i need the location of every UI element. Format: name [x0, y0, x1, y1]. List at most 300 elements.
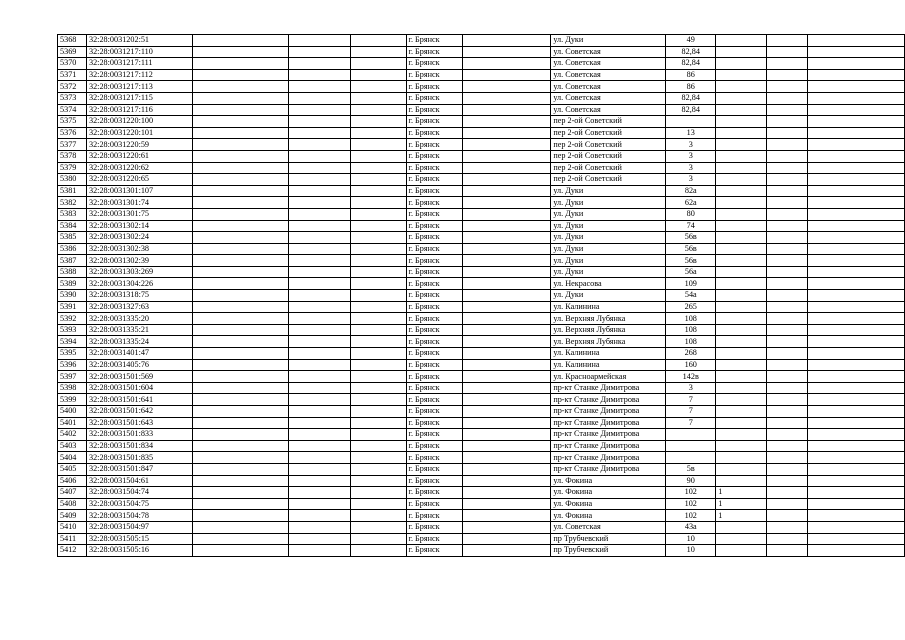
cadastral-number-cell: 32:28:0031504:97	[86, 521, 192, 533]
empty-cell	[192, 220, 288, 232]
building-cell	[716, 150, 767, 162]
house-number-cell: 3	[666, 382, 716, 394]
cadastral-number-cell: 32:28:0031504:61	[86, 475, 192, 487]
cadastral-number-cell: 32:28:0031302:24	[86, 232, 192, 244]
empty-cell	[767, 510, 808, 522]
empty-cell	[288, 429, 350, 441]
street-cell: пер 2-ой Советский	[551, 127, 666, 139]
building-cell	[716, 475, 767, 487]
house-number-cell: 142в	[666, 371, 716, 383]
empty-cell	[192, 150, 288, 162]
cadastral-number-cell: 32:28:0031217:115	[86, 92, 192, 104]
cadastral-number-cell: 32:28:0031335:20	[86, 313, 192, 325]
empty-cell	[808, 81, 905, 93]
empty-cell	[463, 382, 551, 394]
empty-cell	[192, 510, 288, 522]
building-cell	[716, 521, 767, 533]
empty-cell	[808, 46, 905, 58]
house-number-cell: 108	[666, 313, 716, 325]
empty-cell	[350, 463, 406, 475]
street-cell: пр Трубчевский	[551, 545, 666, 557]
house-number-cell: 3	[666, 150, 716, 162]
empty-cell	[808, 255, 905, 267]
empty-cell	[767, 290, 808, 302]
row-number-cell: 5399	[58, 394, 87, 406]
row-number-cell: 5385	[58, 232, 87, 244]
street-cell: ул. Советская	[551, 521, 666, 533]
city-cell: г. Брянск	[406, 545, 463, 557]
table-row	[58, 232, 905, 244]
empty-cell	[808, 452, 905, 464]
row-number-cell: 5368	[58, 35, 87, 47]
cadastral-number-cell: 32:28:0031505:16	[86, 545, 192, 557]
empty-cell	[288, 498, 350, 510]
empty-cell	[192, 417, 288, 429]
table-row	[58, 116, 905, 128]
empty-cell	[350, 139, 406, 151]
empty-cell	[463, 139, 551, 151]
empty-cell	[192, 197, 288, 209]
cadastral-number-cell: 32:28:0031217:112	[86, 69, 192, 81]
empty-cell	[288, 371, 350, 383]
city-cell: г. Брянск	[406, 336, 463, 348]
empty-cell	[288, 417, 350, 429]
house-number-cell: 109	[666, 278, 716, 290]
table-row	[58, 394, 905, 406]
row-number-cell: 5408	[58, 498, 87, 510]
city-cell: г. Брянск	[406, 35, 463, 47]
empty-cell	[463, 498, 551, 510]
empty-cell	[192, 35, 288, 47]
empty-cell	[767, 336, 808, 348]
cadastral-number-cell: 32:28:0031327:63	[86, 301, 192, 313]
cadastral-number-cell: 32:28:0031302:14	[86, 220, 192, 232]
empty-cell	[463, 406, 551, 418]
cadastral-number-cell: 32:28:0031220:62	[86, 162, 192, 174]
empty-cell	[767, 440, 808, 452]
empty-cell	[767, 69, 808, 81]
table-row	[58, 58, 905, 70]
empty-cell	[288, 533, 350, 545]
city-cell: г. Брянск	[406, 220, 463, 232]
row-number-cell: 5393	[58, 324, 87, 336]
empty-cell	[463, 440, 551, 452]
street-cell: ул. Советская	[551, 58, 666, 70]
empty-cell	[192, 429, 288, 441]
house-number-cell: 56в	[666, 255, 716, 267]
empty-cell	[767, 475, 808, 487]
city-cell: г. Брянск	[406, 533, 463, 545]
house-number-cell: 80	[666, 208, 716, 220]
city-cell: г. Брянск	[406, 208, 463, 220]
empty-cell	[192, 498, 288, 510]
city-cell: г. Брянск	[406, 46, 463, 58]
empty-cell	[288, 255, 350, 267]
empty-cell	[288, 127, 350, 139]
empty-cell	[463, 35, 551, 47]
empty-cell	[808, 521, 905, 533]
empty-cell	[463, 92, 551, 104]
empty-cell	[288, 324, 350, 336]
empty-cell	[350, 208, 406, 220]
empty-cell	[767, 162, 808, 174]
empty-cell	[350, 197, 406, 209]
cadastral-number-cell: 32:28:0031318:75	[86, 290, 192, 302]
city-cell: г. Брянск	[406, 301, 463, 313]
empty-cell	[288, 348, 350, 360]
street-cell: ул. Дуки	[551, 255, 666, 267]
city-cell: г. Брянск	[406, 498, 463, 510]
empty-cell	[288, 382, 350, 394]
empty-cell	[463, 266, 551, 278]
empty-cell	[808, 232, 905, 244]
cadastral-number-cell: 32:28:0031501:835	[86, 452, 192, 464]
house-number-cell	[666, 116, 716, 128]
empty-cell	[350, 498, 406, 510]
row-number-cell: 5383	[58, 208, 87, 220]
row-number-cell: 5377	[58, 139, 87, 151]
empty-cell	[192, 58, 288, 70]
empty-cell	[808, 127, 905, 139]
empty-cell	[463, 301, 551, 313]
building-cell	[716, 185, 767, 197]
building-cell	[716, 290, 767, 302]
city-cell: г. Брянск	[406, 313, 463, 325]
city-cell: г. Брянск	[406, 116, 463, 128]
street-cell: ул. Фокина	[551, 475, 666, 487]
row-number-cell: 5403	[58, 440, 87, 452]
cadastral-number-cell: 32:28:0031335:24	[86, 336, 192, 348]
empty-cell	[192, 382, 288, 394]
city-cell: г. Брянск	[406, 58, 463, 70]
cadastral-number-cell: 32:28:0031504:75	[86, 498, 192, 510]
row-number-cell: 5400	[58, 406, 87, 418]
empty-cell	[350, 243, 406, 255]
empty-cell	[463, 58, 551, 70]
row-number-cell: 5405	[58, 463, 87, 475]
city-cell: г. Брянск	[406, 521, 463, 533]
empty-cell	[463, 278, 551, 290]
empty-cell	[350, 290, 406, 302]
cadastral-number-cell: 32:28:0031301:74	[86, 197, 192, 209]
empty-cell	[350, 35, 406, 47]
table-row	[58, 452, 905, 464]
row-number-cell: 5402	[58, 429, 87, 441]
empty-cell	[350, 394, 406, 406]
cadastral-number-cell: 32:28:0031504:78	[86, 510, 192, 522]
empty-cell	[463, 185, 551, 197]
table-row	[58, 359, 905, 371]
table-row	[58, 290, 905, 302]
empty-cell	[350, 521, 406, 533]
empty-cell	[192, 278, 288, 290]
street-cell: ул. Советская	[551, 104, 666, 116]
house-number-cell: 10	[666, 545, 716, 557]
city-cell: г. Брянск	[406, 417, 463, 429]
empty-cell	[288, 336, 350, 348]
building-cell: 1	[716, 498, 767, 510]
empty-cell	[350, 545, 406, 557]
table-row	[58, 463, 905, 475]
empty-cell	[350, 510, 406, 522]
row-number-cell: 5380	[58, 174, 87, 186]
city-cell: г. Брянск	[406, 452, 463, 464]
empty-cell	[288, 116, 350, 128]
table-row	[58, 92, 905, 104]
empty-cell	[288, 463, 350, 475]
street-cell: ул. Советская	[551, 69, 666, 81]
street-cell: ул. Дуки	[551, 35, 666, 47]
empty-cell	[767, 301, 808, 313]
empty-cell	[463, 510, 551, 522]
street-cell: ул. Дуки	[551, 197, 666, 209]
city-cell: г. Брянск	[406, 371, 463, 383]
empty-cell	[767, 92, 808, 104]
row-number-cell: 5382	[58, 197, 87, 209]
building-cell	[716, 266, 767, 278]
empty-cell	[192, 185, 288, 197]
empty-cell	[288, 139, 350, 151]
table-row	[58, 301, 905, 313]
building-cell	[716, 104, 767, 116]
empty-cell	[463, 232, 551, 244]
empty-cell	[767, 127, 808, 139]
building-cell: 1	[716, 487, 767, 499]
house-number-cell: 102	[666, 498, 716, 510]
building-cell	[716, 127, 767, 139]
house-number-cell: 7	[666, 406, 716, 418]
empty-cell	[350, 185, 406, 197]
empty-cell	[463, 533, 551, 545]
empty-cell	[288, 301, 350, 313]
empty-cell	[808, 150, 905, 162]
empty-cell	[350, 417, 406, 429]
empty-cell	[808, 510, 905, 522]
table-row	[58, 278, 905, 290]
street-cell: ул. Советская	[551, 81, 666, 93]
building-cell: 1	[716, 510, 767, 522]
empty-cell	[288, 81, 350, 93]
empty-cell	[350, 324, 406, 336]
row-number-cell: 5395	[58, 348, 87, 360]
building-cell	[716, 174, 767, 186]
city-cell: г. Брянск	[406, 359, 463, 371]
house-number-cell: 82,84	[666, 92, 716, 104]
empty-cell	[350, 406, 406, 418]
row-number-cell: 5375	[58, 116, 87, 128]
empty-cell	[288, 440, 350, 452]
house-number-cell: 82,84	[666, 58, 716, 70]
table-row	[58, 197, 905, 209]
empty-cell	[808, 348, 905, 360]
empty-cell	[767, 266, 808, 278]
empty-cell	[767, 463, 808, 475]
city-cell: г. Брянск	[406, 487, 463, 499]
city-cell: г. Брянск	[406, 463, 463, 475]
table-row	[58, 220, 905, 232]
building-cell	[716, 417, 767, 429]
city-cell: г. Брянск	[406, 232, 463, 244]
empty-cell	[350, 174, 406, 186]
street-cell: пер 2-ой Советский	[551, 116, 666, 128]
house-number-cell	[666, 440, 716, 452]
house-number-cell: 7	[666, 394, 716, 406]
empty-cell	[350, 371, 406, 383]
empty-cell	[350, 81, 406, 93]
street-cell: ул. Верхняя Лубянка	[551, 313, 666, 325]
house-number-cell: 90	[666, 475, 716, 487]
city-cell: г. Брянск	[406, 406, 463, 418]
empty-cell	[192, 406, 288, 418]
city-cell: г. Брянск	[406, 185, 463, 197]
row-number-cell: 5391	[58, 301, 87, 313]
table-row	[58, 255, 905, 267]
empty-cell	[192, 533, 288, 545]
empty-cell	[192, 208, 288, 220]
empty-cell	[767, 429, 808, 441]
house-number-cell: 265	[666, 301, 716, 313]
street-cell: ул. Советская	[551, 92, 666, 104]
empty-cell	[808, 104, 905, 116]
empty-cell	[808, 475, 905, 487]
empty-cell	[463, 371, 551, 383]
empty-cell	[767, 150, 808, 162]
row-number-cell: 5409	[58, 510, 87, 522]
empty-cell	[192, 92, 288, 104]
house-number-cell: 268	[666, 348, 716, 360]
empty-cell	[463, 162, 551, 174]
street-cell: пер 2-ой Советский	[551, 150, 666, 162]
house-number-cell	[666, 429, 716, 441]
building-cell	[716, 35, 767, 47]
building-cell	[716, 406, 767, 418]
empty-cell	[350, 266, 406, 278]
empty-cell	[350, 69, 406, 81]
row-number-cell: 5386	[58, 243, 87, 255]
cadastral-number-cell: 32:28:0031302:39	[86, 255, 192, 267]
empty-cell	[350, 278, 406, 290]
empty-cell	[350, 46, 406, 58]
empty-cell	[463, 174, 551, 186]
cadastral-number-cell: 32:28:0031220:100	[86, 116, 192, 128]
empty-cell	[350, 220, 406, 232]
street-cell: ул. Верхняя Лубянка	[551, 324, 666, 336]
cadastral-number-cell: 32:28:0031301:107	[86, 185, 192, 197]
empty-cell	[192, 46, 288, 58]
empty-cell	[808, 278, 905, 290]
empty-cell	[767, 417, 808, 429]
building-cell	[716, 440, 767, 452]
street-cell: пр Трубчевский	[551, 533, 666, 545]
row-number-cell: 5384	[58, 220, 87, 232]
street-cell: пер 2-ой Советский	[551, 139, 666, 151]
table-row	[58, 545, 905, 557]
empty-cell	[192, 452, 288, 464]
street-cell: ул. Дуки	[551, 290, 666, 302]
row-number-cell: 5369	[58, 46, 87, 58]
empty-cell	[192, 324, 288, 336]
empty-cell	[808, 417, 905, 429]
empty-cell	[463, 81, 551, 93]
building-cell	[716, 81, 767, 93]
cadastral-number-cell: 32:28:0031505:15	[86, 533, 192, 545]
cadastral-number-cell: 32:28:0031220:61	[86, 150, 192, 162]
empty-cell	[192, 463, 288, 475]
house-number-cell: 102	[666, 510, 716, 522]
empty-cell	[463, 69, 551, 81]
empty-cell	[288, 394, 350, 406]
empty-cell	[350, 92, 406, 104]
street-cell: ул. Красноармейская	[551, 371, 666, 383]
table-row	[58, 266, 905, 278]
row-number-cell: 5411	[58, 533, 87, 545]
empty-cell	[808, 92, 905, 104]
building-cell	[716, 58, 767, 70]
empty-cell	[288, 197, 350, 209]
row-number-cell: 5373	[58, 92, 87, 104]
house-number-cell: 82а	[666, 185, 716, 197]
building-cell	[716, 336, 767, 348]
table-row	[58, 69, 905, 81]
cadastral-number-cell: 32:28:0031501:643	[86, 417, 192, 429]
empty-cell	[350, 336, 406, 348]
empty-cell	[192, 336, 288, 348]
city-cell: г. Брянск	[406, 278, 463, 290]
table-row	[58, 348, 905, 360]
empty-cell	[767, 243, 808, 255]
street-cell: пр-кт Станке Димитрова	[551, 394, 666, 406]
table-row	[58, 475, 905, 487]
row-number-cell: 5406	[58, 475, 87, 487]
street-cell: пр-кт Станке Димитрова	[551, 452, 666, 464]
empty-cell	[192, 487, 288, 499]
city-cell: г. Брянск	[406, 104, 463, 116]
house-number-cell: 82,84	[666, 104, 716, 116]
row-number-cell: 5371	[58, 69, 87, 81]
empty-cell	[192, 359, 288, 371]
city-cell: г. Брянск	[406, 348, 463, 360]
empty-cell	[463, 313, 551, 325]
empty-cell	[767, 197, 808, 209]
empty-cell	[808, 185, 905, 197]
empty-cell	[463, 290, 551, 302]
empty-cell	[192, 301, 288, 313]
house-number-cell: 3	[666, 174, 716, 186]
city-cell: г. Брянск	[406, 162, 463, 174]
street-cell: пр-кт Станке Димитрова	[551, 429, 666, 441]
house-number-cell: 54а	[666, 290, 716, 302]
empty-cell	[808, 487, 905, 499]
street-cell: пр-кт Станке Димитрова	[551, 406, 666, 418]
city-cell: г. Брянск	[406, 150, 463, 162]
empty-cell	[288, 313, 350, 325]
empty-cell	[350, 487, 406, 499]
cadastral-number-cell: 32:28:0031501:833	[86, 429, 192, 441]
house-number-cell: 10	[666, 533, 716, 545]
street-cell: пр-кт Станке Димитрова	[551, 382, 666, 394]
street-cell: ул. Дуки	[551, 232, 666, 244]
cadastral-number-cell: 32:28:0031501:847	[86, 463, 192, 475]
empty-cell	[288, 521, 350, 533]
empty-cell	[463, 463, 551, 475]
row-number-cell: 5398	[58, 382, 87, 394]
building-cell	[716, 69, 767, 81]
row-number-cell: 5392	[58, 313, 87, 325]
house-number-cell: 160	[666, 359, 716, 371]
empty-cell	[808, 324, 905, 336]
building-cell	[716, 197, 767, 209]
street-cell: ул. Некрасова	[551, 278, 666, 290]
